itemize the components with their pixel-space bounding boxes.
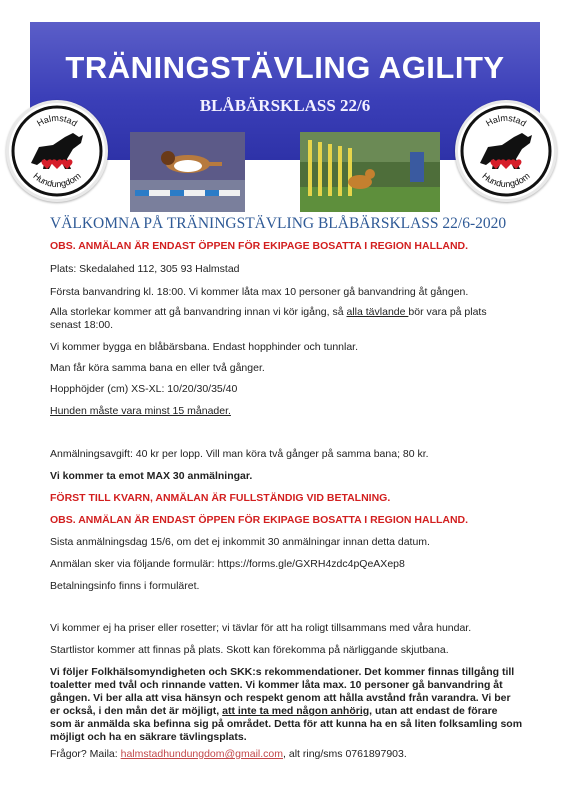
sizes-text: Alla storlekar kommer att gå banvandring innan vi kör igång, så alla tävlande bör vara på plats senast 18:00. — [50, 306, 487, 331]
startlists-text: Startlistor kommer att finnas på plats. Skott kan förekomma på närliggande skjutbana. — [50, 644, 449, 656]
logo-bottom-text: Hundungdom — [31, 170, 83, 190]
logo-top-text: Halmstad — [35, 112, 80, 129]
photo-dog-jumping — [130, 132, 245, 212]
notice-region-1: OBS. ANMÄLAN ÄR ENDAST ÖPPEN FÖR EKIPAGE BOSATTA I REGION HALLAND. — [50, 240, 469, 252]
deadline-text: Sista anmälningsdag 15/6, om det ej inkommit 30 anmälningar innan detta datum. — [50, 536, 430, 548]
age-text: Hunden måste vara minst 15 månader. — [50, 405, 231, 417]
max-entries-text: Vi kommer ta emot MAX 30 anmälningar. — [50, 470, 253, 482]
heights-text: Hopphöjder (cm) XS-XL: 10/20/30/35/40 — [50, 383, 238, 395]
walkthrough-text: Första banvandring kl. 18:00. Vi kommer låta max 10 personer gå banvandring åt gången. — [50, 286, 469, 298]
sizes-underlined: alla tävlande — [346, 306, 409, 318]
dog-hearts-logo-icon — [458, 103, 554, 199]
health-paragraph: Vi följer Folkhälsomyndigheten och SKK:s rekommendationer. Det kommer finnas tillgång till toaletter med tvål och rinnande vatten. Vi kommer låta max. 10 personer gå banvandring åt gången. Vi ber alla att visa hänsyn och respekt genom att hålla avstånd från varandra. Vi ber er också, i den mån det är möjligt, att inte ta med någon anhörig, utan att endast de förare som är anmälda ska befinna sig på området. Detta för att kunna ha en så liten folksamling som möjligt och ha en säkrare tävlingsplats. — [50, 666, 523, 743]
no-relatives-underlined: att inte ta med någon anhörig, — [222, 705, 373, 717]
svg-text:Hundungdom — [31, 171, 82, 189]
fee-text: Anmälningsavgift: 40 kr per lopp. Vill man köra två gånger på samma bana; 80 kr. — [50, 448, 429, 460]
photo-dog-weave-poles — [300, 132, 440, 212]
course-text: Vi kommer bygga en blåbärsbana. Endast hopphinder och tunnlar. — [50, 341, 359, 353]
logo-top-text: Halmstad — [484, 112, 529, 129]
contact-text: Frågor? Maila: halmstadhundungdom@gmail.com, alt ring/sms 0761897903. — [50, 748, 407, 760]
club-logo-right — [455, 100, 557, 202]
logo-bottom-text: Hundungdom — [480, 170, 532, 190]
svg-text:Halmstad — [484, 113, 528, 129]
place-text: Plats: Skedalahed 112, 305 93 Halmstad — [50, 263, 240, 275]
svg-text:Halmstad — [35, 113, 79, 129]
form-text[interactable]: Anmälan sker via följande formulär: https://forms.gle/GXRH4zdc4pQeAXep8 — [50, 558, 405, 570]
club-logo-left — [6, 100, 108, 202]
email-link[interactable]: halmstadhundungdom@gmail.com — [120, 748, 284, 760]
svg-text:Hundungdom — [480, 171, 531, 189]
banner-title: TRÄNINGSTÄVLING AGILITY — [65, 50, 505, 85]
banner-subtitle: BLÅBÄRSKLASS 22/6 — [199, 96, 371, 115]
first-come-text: FÖRST TILL KVARN, ANMÄLAN ÄR FULLSTÄNDIG VID BETALNING. — [50, 492, 391, 504]
dog-hearts-logo-icon — [9, 103, 105, 199]
runs-text: Man får köra samma bana en eller två gånger. — [50, 362, 265, 374]
payment-text: Betalningsinfo finns i formuläret. — [50, 580, 200, 592]
prizes-text: Vi kommer ej ha priser eller rosetter; vi tävlar för att ha roligt tillsammans med våra hundar. — [50, 622, 472, 634]
page-heading: VÄLKOMNA PÅ TRÄNINGSTÄVLING BLÅBÄRSKLASS 22/6-2020 — [50, 215, 507, 232]
notice-region-2: OBS. ANMÄLAN ÄR ENDAST ÖPPEN FÖR EKIPAGE BOSATTA I REGION HALLAND. — [50, 514, 469, 526]
